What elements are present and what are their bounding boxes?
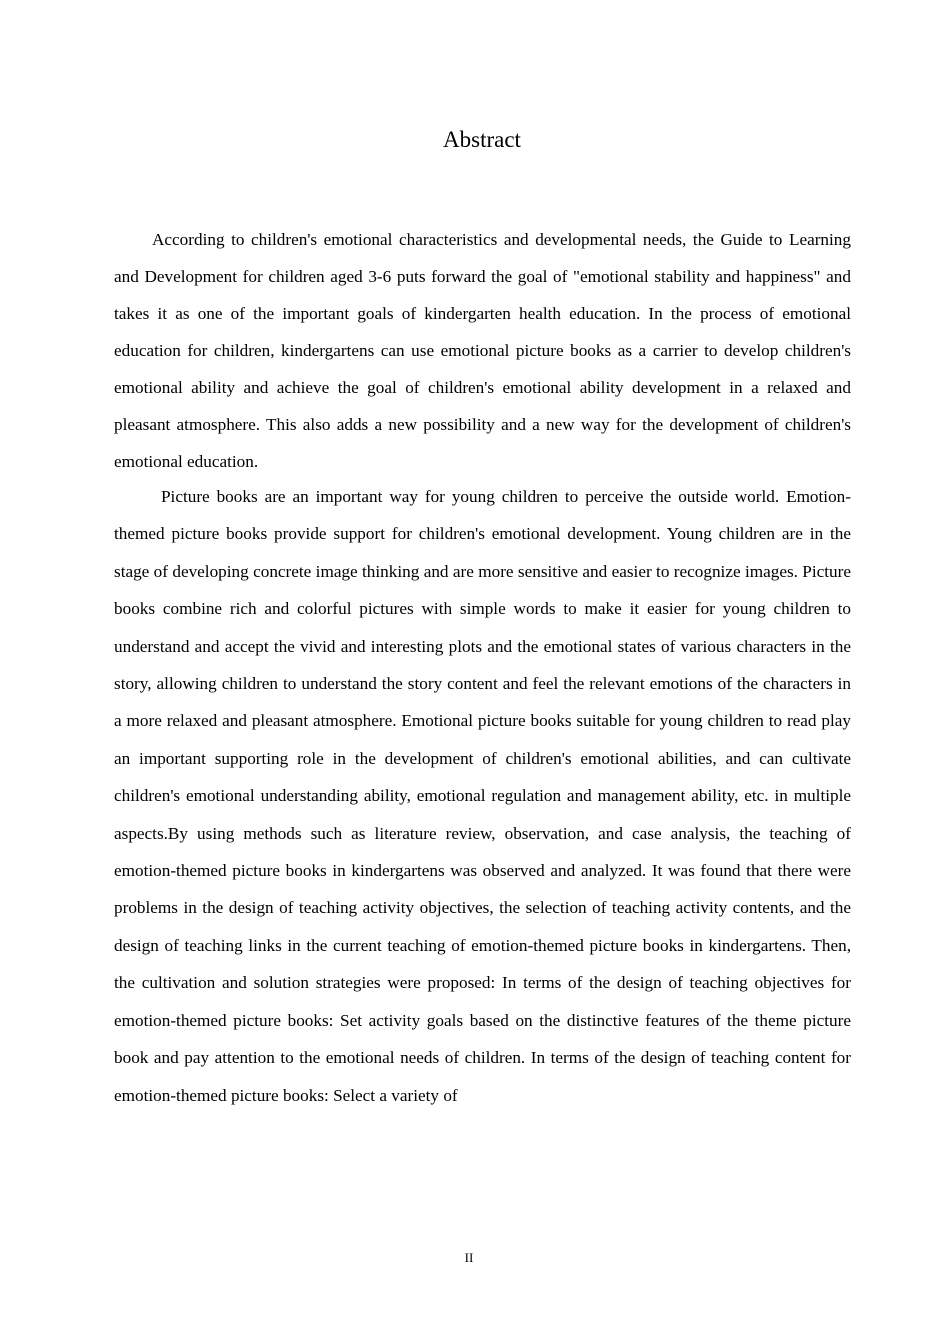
abstract-title: Abstract [443, 127, 521, 152]
abstract-paragraph-1: According to children's emotional characteristics and developmental needs, the Guide to Learning and Development for children aged 3-6 puts forward the goal of "emotional stability and happiness" and takes it as one of the important goals of kindergarten health education. In the process of emotional education for children, kindergartens can use emotional picture books as a carrier to develop children's emotional ability and achieve the goal of children's emotional ability development in a relaxed and pleasant atmosphere. This also adds a new possibility and a new way for the development of children's emotional education. [114, 230, 851, 471]
page-number: II [464, 1250, 474, 1265]
abstract-paragraph-2: Picture books are an important way for young children to perceive the outside world. Emotion-themed picture books provide support for children's emotional development. Young children are in the stage of developing concrete image thinking and are more sensitive and easier to recognize images. Picture books combine rich and colorful pictures with simple words to make it easier for young children to understand and accept the vivid and interesting plots and the emotional states of various characters in the story, allowing children to understand the story content and feel the relevant emotions of the characters in a more relaxed and pleasant atmosphere. Emotional picture books suitable for young children to read play an important supporting role in the development of children's emotional abilities, and can cultivate children's emotional understanding ability, emotional regulation and management ability, etc. in multiple aspects.By using methods such as literature review, observation, and case analysis, the teaching of emotion-themed picture books in kindergartens was observed and analyzed. It was found that there were problems in the design of teaching activity objectives, the selection of teaching activity contents, and the design of teaching links in the current teaching of emotion-themed picture books in kindergartens. Then, the cultivation and solution strategies were proposed: In terms of the design of teaching objectives for emotion-themed picture books: Set activity goals based on the distinctive features of the theme picture book and pay attention to the emotional needs of children. In terms of the design of teaching content for emotion-themed picture books: Select a variety of [114, 487, 851, 1105]
